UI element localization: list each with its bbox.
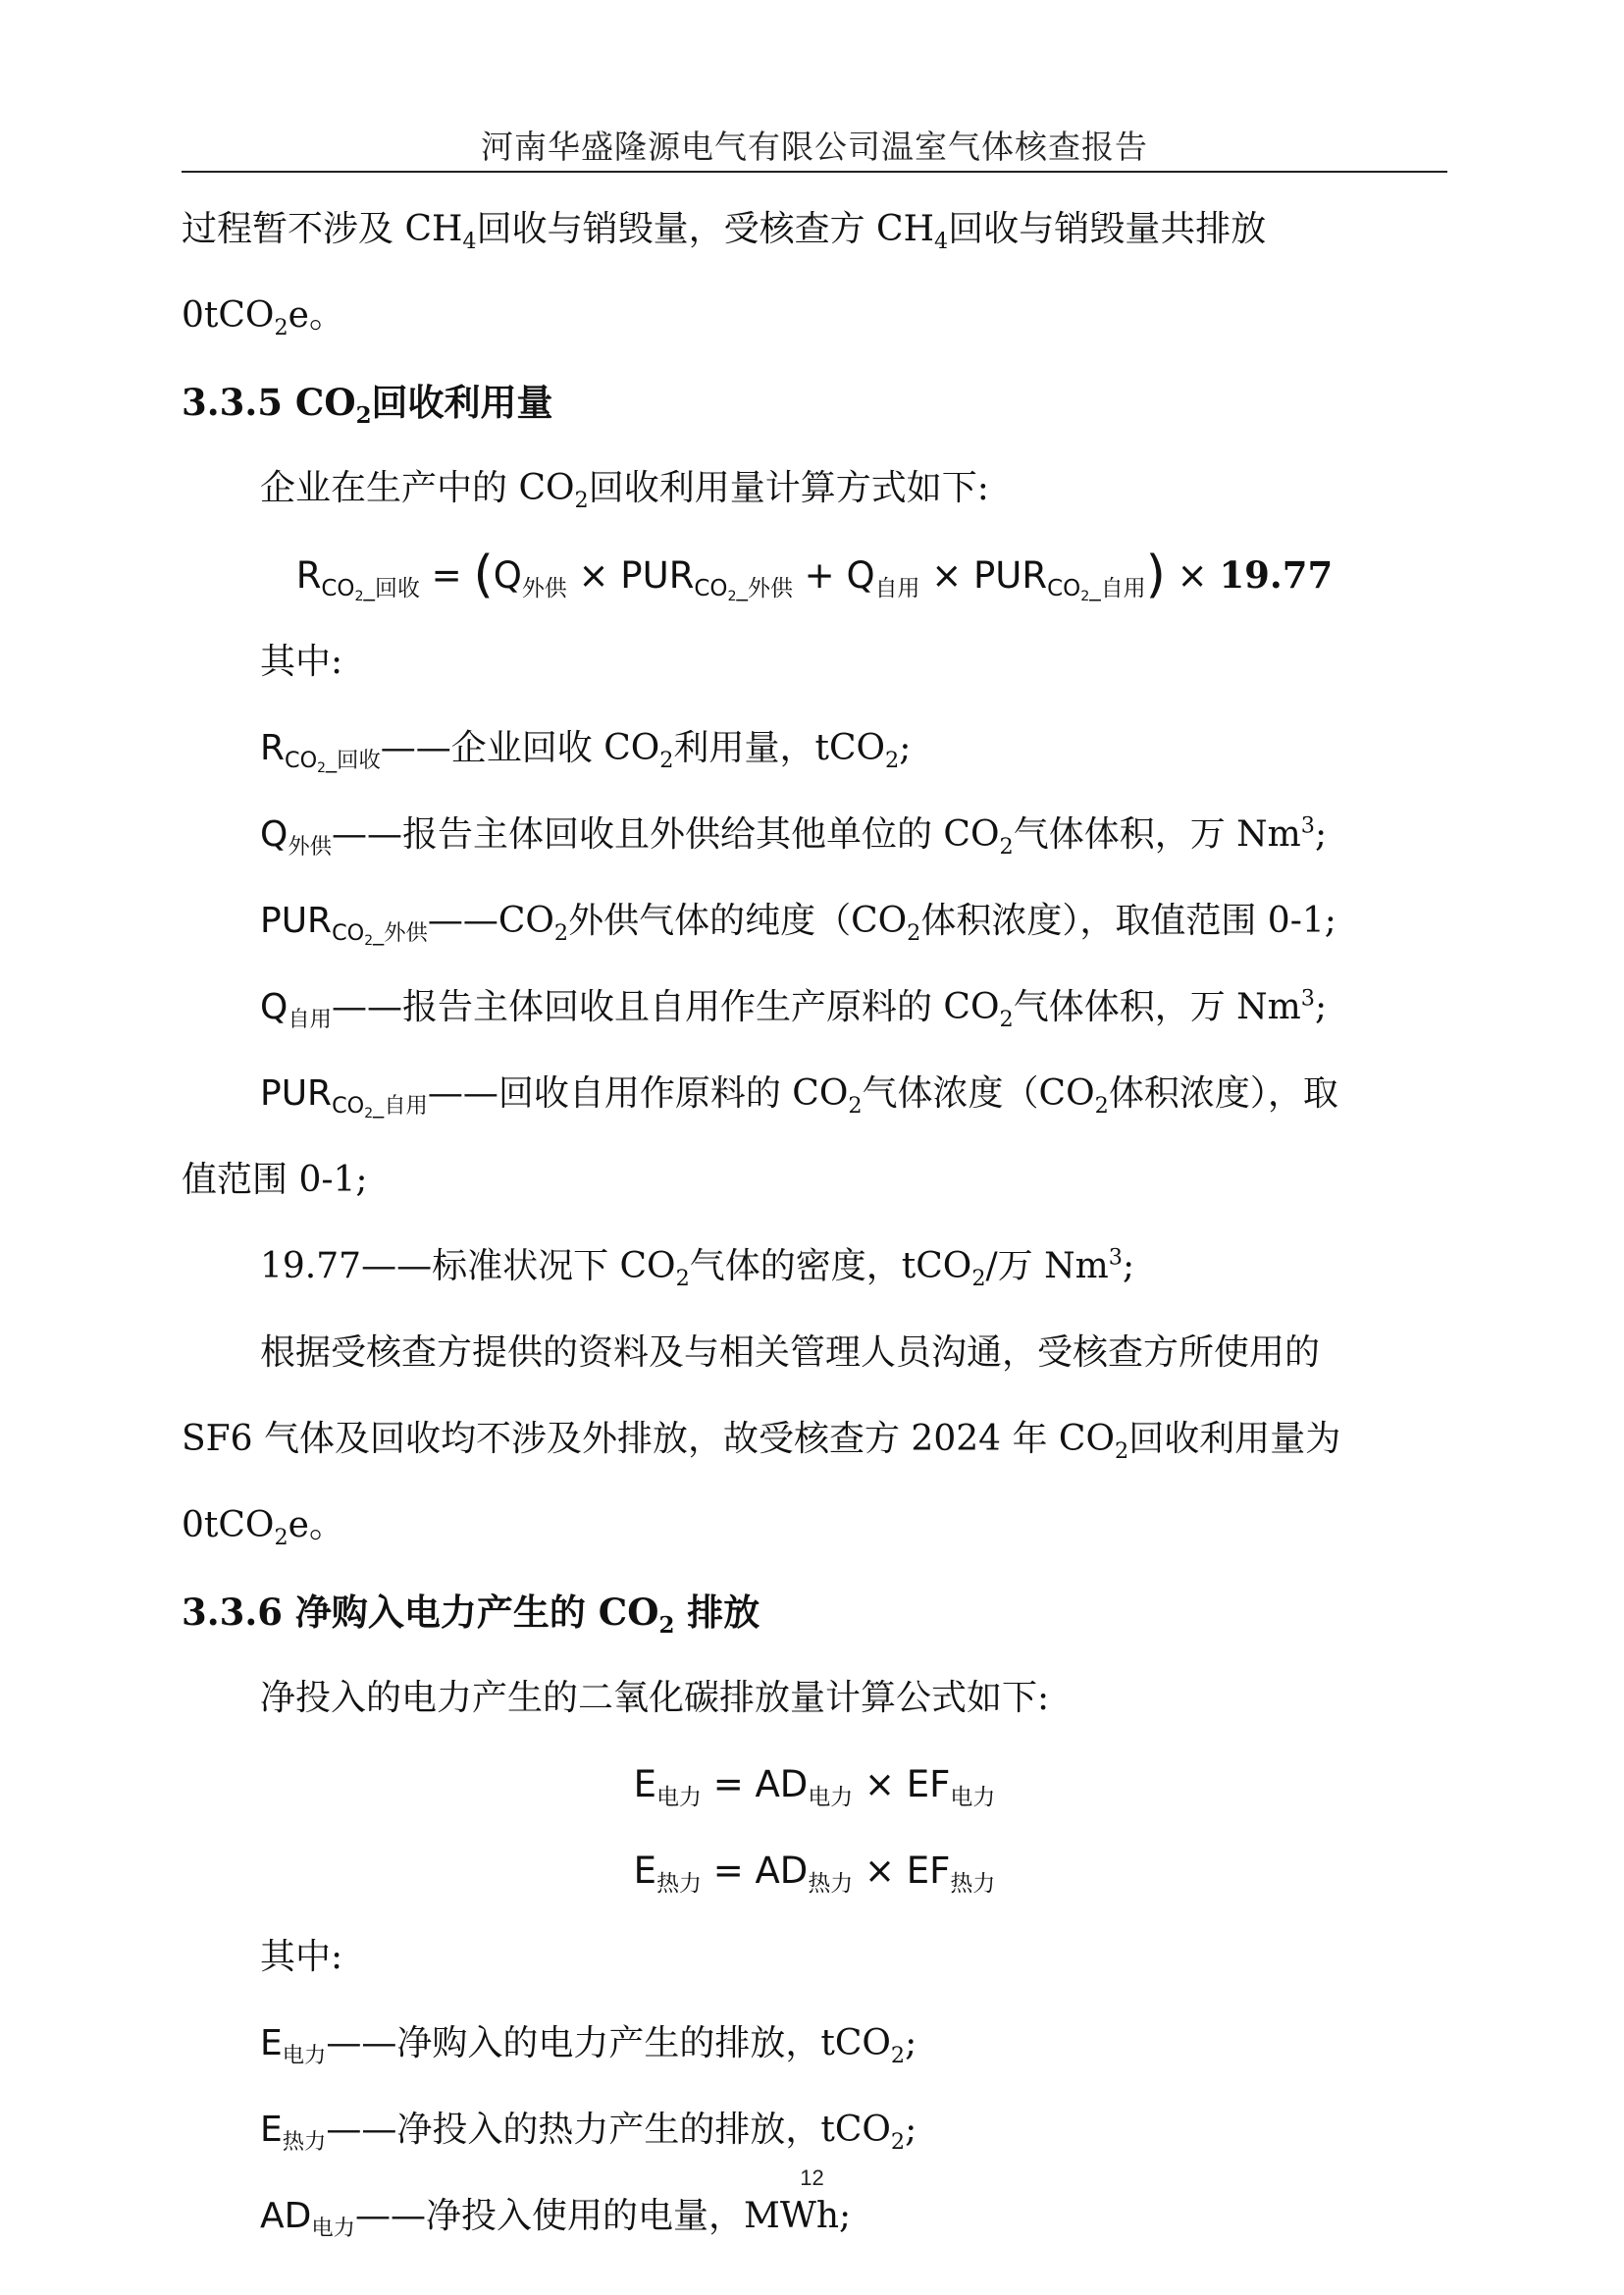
density-factor: 19.77 xyxy=(1219,553,1334,597)
text-run: 报告主体回收且自用作生产原料的 CO xyxy=(401,987,1000,1027)
formula-symbol: Q xyxy=(260,814,288,855)
text-run: 0tCO xyxy=(182,1505,275,1545)
paragraph-intro-continued xyxy=(182,273,1447,359)
formula-symbol: E xyxy=(633,1850,657,1892)
formula-subscript: 电力 xyxy=(950,1785,996,1811)
text-run: 利用量，tCO xyxy=(673,728,886,768)
text-run: 回收利用量计算方式如下: xyxy=(588,468,989,508)
subscript: 2 xyxy=(355,402,372,430)
text-run: 回收自用作原料的 CO xyxy=(498,1073,849,1114)
formula-subscript: 热力 xyxy=(656,1871,702,1898)
text-run: CO xyxy=(498,901,554,941)
subscript: 2 xyxy=(659,747,674,773)
em-dash: —— xyxy=(354,2196,426,2236)
section-heading-3-3-5 xyxy=(182,359,1447,445)
paragraph-method xyxy=(182,445,1447,532)
formula-symbol: Q xyxy=(260,987,288,1027)
formula-subscript: 电力 xyxy=(656,1785,702,1811)
text-run: 0tCO xyxy=(182,295,275,336)
document-body xyxy=(182,186,1447,2260)
text-run: e。 xyxy=(288,295,344,336)
formula-subscript: 电力 xyxy=(282,2042,327,2068)
text-run: 过程暂不涉及 CH xyxy=(182,209,463,249)
text-run: _外供 xyxy=(736,576,793,602)
where-label: 其中: xyxy=(260,642,343,682)
formula-subscript xyxy=(285,747,381,776)
formula-subscript: 热力 xyxy=(950,1871,996,1898)
text-run: 体积浓度），取 xyxy=(1108,1073,1338,1114)
subscript: 2 xyxy=(907,919,921,946)
subscript: 2 xyxy=(675,1265,690,1291)
formula-co2-recovery xyxy=(182,532,1447,619)
text-run: _自用 xyxy=(373,1092,428,1119)
definition-q-self xyxy=(182,965,1447,1051)
equals-sign: = xyxy=(712,1763,744,1805)
text-run: 回收与销毁量共排放 xyxy=(948,209,1267,249)
formula-heat-emission xyxy=(182,1828,1447,1914)
text-run: ; xyxy=(905,2023,917,2063)
formula-symbol: Q xyxy=(493,554,522,597)
text-run: CO xyxy=(321,576,355,602)
text-run: 净投入的热力产生的排放，tCO xyxy=(396,2110,891,2150)
equals-sign: = xyxy=(431,554,462,597)
formula-subscript: 外供 xyxy=(288,833,332,860)
text-run: CO xyxy=(332,1092,365,1119)
formula-subscript: 电力 xyxy=(311,2215,355,2241)
subscript: 2 xyxy=(364,932,374,949)
subscript: 2 xyxy=(999,1006,1014,1032)
text-run: 企业回收 CO xyxy=(450,728,660,768)
text-run: 排放 xyxy=(674,1591,760,1634)
subscript: 2 xyxy=(727,588,737,604)
subscript: 2 xyxy=(885,747,900,773)
text-run: ; xyxy=(1122,1246,1135,1286)
superscript: 3 xyxy=(1300,985,1315,1012)
superscript: 3 xyxy=(1108,1244,1123,1271)
page-header xyxy=(182,116,1447,173)
text-run: CO xyxy=(285,747,318,773)
formula-symbol: Q xyxy=(846,554,875,597)
plus-sign: + xyxy=(804,554,835,597)
text-run: ; xyxy=(1314,814,1328,855)
paragraph-conclusion: 根据受核查方提供的资料及与相关管理人员沟通，受核查方所使用的 xyxy=(260,1332,1321,1373)
text-run: _回收 xyxy=(325,747,381,773)
subscript: 2 xyxy=(317,759,326,776)
page-number: 12 xyxy=(800,2165,824,2190)
text-run: _自用 xyxy=(1089,576,1146,602)
superscript: 3 xyxy=(1300,812,1315,839)
paragraph-intro xyxy=(182,186,1447,273)
formula-subscript xyxy=(1047,576,1146,604)
section-heading-3-3-6 xyxy=(182,1569,1447,1655)
times-sign: × xyxy=(931,554,963,597)
text-run: SF6 气体及回收均不涉及外排放，故受核查方 2024 年 CO xyxy=(182,1419,1115,1459)
text-run: 气体体积，万 Nm xyxy=(1013,987,1301,1027)
text-run: 3.3.6 净购入电力产生的 CO xyxy=(182,1591,659,1634)
formula-symbol: AD xyxy=(755,1763,809,1805)
em-dash: —— xyxy=(326,2110,397,2150)
text-run: _回收 xyxy=(363,576,420,602)
text-run: ; xyxy=(1314,987,1328,1027)
paragraph-conclusion-line3 xyxy=(182,1483,1447,1569)
subscript: 2 xyxy=(274,314,288,340)
text-run: 净购入的电力产生的排放，tCO xyxy=(396,2023,891,2063)
text-run: CO xyxy=(332,919,365,946)
subscript: 4 xyxy=(933,228,949,254)
em-dash: —— xyxy=(331,987,402,1027)
definition-pur-self xyxy=(182,1051,1447,1137)
em-dash: —— xyxy=(331,814,402,855)
formula-symbol: E xyxy=(633,1763,657,1805)
text-run: CO xyxy=(1047,576,1081,602)
text-run: 净投入使用的电量，MWh; xyxy=(425,2196,852,2236)
em-dash: —— xyxy=(326,2023,397,2063)
definition-q-external xyxy=(182,792,1447,878)
text-run: 回收利用量 xyxy=(371,381,553,424)
definition-density xyxy=(182,1224,1447,1310)
definition-pur-external xyxy=(182,878,1447,965)
text-run: 气体浓度（CO xyxy=(862,1073,1095,1114)
subscript: 2 xyxy=(890,2128,906,2155)
text-run: 报告主体回收且外供给其他单位的 CO xyxy=(401,814,1000,855)
formula-subscript xyxy=(694,576,793,604)
formula-symbol: PUR xyxy=(973,554,1048,597)
formula-subscript: 热力 xyxy=(808,1871,854,1898)
definition-e-heat xyxy=(182,2087,1447,2173)
text-run: 回收与销毁量，受核查方 CH xyxy=(476,209,934,249)
text-run: 回收利用量为 xyxy=(1128,1419,1341,1459)
definition-e-power xyxy=(182,2001,1447,2087)
definition-pur-self-continued: 值范围 0-1; xyxy=(182,1160,368,1200)
subscript: 2 xyxy=(971,1265,986,1291)
em-dash: —— xyxy=(427,1073,498,1114)
formula-symbol: E xyxy=(260,2023,283,2063)
formula-subscript: 自用 xyxy=(874,576,920,602)
times-sign: × xyxy=(864,1763,895,1805)
text-run: 3.3.5 CO xyxy=(182,381,356,424)
formula-symbol: PUR xyxy=(620,554,695,597)
text-run: /万 Nm xyxy=(985,1246,1109,1286)
text-run: ; xyxy=(899,728,912,768)
equals-sign: = xyxy=(712,1850,744,1892)
text-run: _外供 xyxy=(373,919,428,946)
subscript: 2 xyxy=(848,1092,863,1119)
formula-symbol: R xyxy=(295,554,322,597)
em-dash: —— xyxy=(427,901,498,941)
formula-symbol: PUR xyxy=(260,1073,333,1114)
text-run: 19.77 xyxy=(260,1246,362,1286)
subscript: 2 xyxy=(274,1524,288,1550)
subscript: 2 xyxy=(658,1612,675,1640)
text-run: 标准状况下 CO xyxy=(432,1246,676,1286)
formula-subscript: 自用 xyxy=(288,1006,332,1032)
where-label-2: 其中: xyxy=(260,1937,343,1977)
formula-symbol: EF xyxy=(906,1763,951,1805)
formula-subscript xyxy=(321,576,420,604)
formula-subscript: 热力 xyxy=(282,2128,327,2155)
paragraph-conclusion-line2 xyxy=(182,1396,1447,1483)
em-dash: —— xyxy=(380,728,451,768)
text-run: 企业在生产中的 CO xyxy=(260,468,575,508)
header-title: 河南华盛隆源电气有限公司温室气体核查报告 xyxy=(481,128,1148,166)
subscript: 2 xyxy=(1080,588,1090,604)
paragraph-method-2: 净投入的电力产生的二氧化碳排放量计算公式如下: xyxy=(260,1678,1050,1718)
subscript: 2 xyxy=(999,833,1014,860)
left-paren: ( xyxy=(473,546,494,604)
formula-electricity-emission xyxy=(182,1742,1447,1828)
text-run: 外供气体的纯度（CO xyxy=(568,901,908,941)
text-run: 气体的密度，tCO xyxy=(689,1246,972,1286)
em-dash: —— xyxy=(361,1246,433,1286)
formula-symbol: PUR xyxy=(260,901,333,941)
formula-subscript xyxy=(332,919,428,949)
formula-subscript xyxy=(332,1093,428,1119)
text-run: 气体体积，万 Nm xyxy=(1013,814,1301,855)
formula-subscript: 外供 xyxy=(521,576,567,602)
formula-symbol: R xyxy=(260,728,286,768)
definition-r-recovery xyxy=(182,705,1447,792)
formula-subscript: 电力 xyxy=(808,1785,854,1811)
subscript: 2 xyxy=(553,919,569,946)
subscript: 2 xyxy=(364,1105,374,1121)
times-sign: × xyxy=(578,554,609,597)
text-run: 体积浓度），取值范围 0-1; xyxy=(920,901,1336,941)
subscript: 2 xyxy=(1115,1437,1129,1464)
right-paren: ) xyxy=(1145,546,1166,604)
formula-symbol: AD xyxy=(755,1850,809,1892)
times-sign: × xyxy=(1177,554,1208,597)
text-run: CO xyxy=(694,576,728,602)
subscript: 2 xyxy=(574,487,589,513)
formula-symbol: EF xyxy=(906,1850,951,1892)
formula-symbol: E xyxy=(260,2110,283,2150)
subscript: 2 xyxy=(354,588,364,604)
subscript: 2 xyxy=(1094,1092,1109,1119)
text-run: ; xyxy=(905,2110,917,2150)
text-run: e。 xyxy=(288,1505,344,1545)
subscript: 2 xyxy=(890,2042,906,2068)
times-sign: × xyxy=(864,1850,895,1892)
subscript: 4 xyxy=(462,228,477,254)
formula-symbol: AD xyxy=(260,2196,312,2236)
